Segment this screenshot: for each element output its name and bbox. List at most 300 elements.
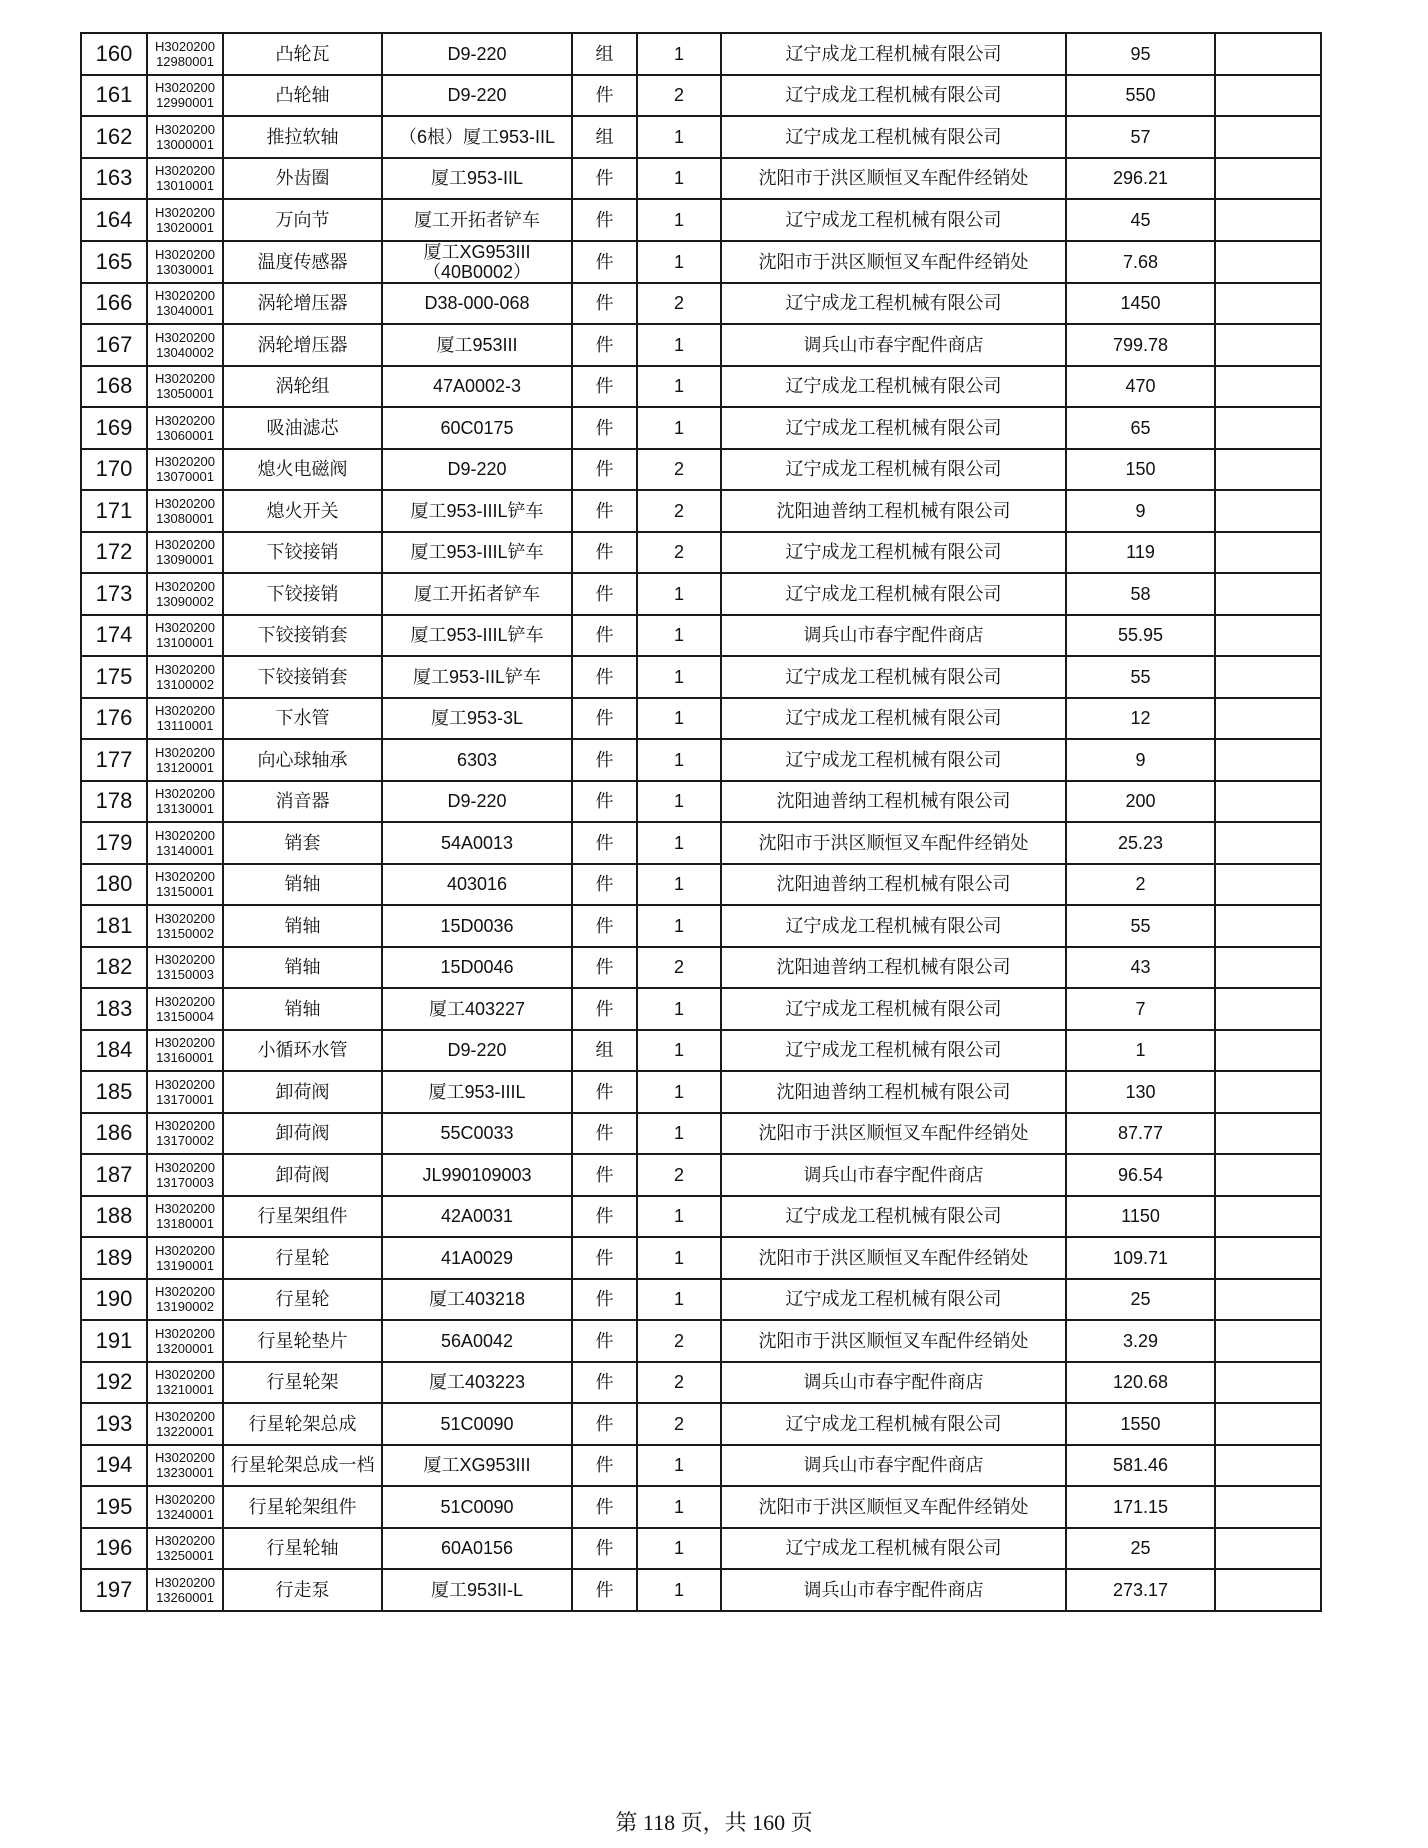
page-footer: 第 118 页，共 160 页 [615, 1810, 813, 1835]
supplier-cell: 辽宁成龙工程机械有限公司 [721, 573, 1066, 615]
part-spec-cell: 厦工953-IIIL铲车 [382, 490, 572, 532]
supplier-cell: 调兵山市春宇配件商店 [721, 1362, 1066, 1404]
unit-cell: 组 [572, 33, 637, 75]
note-cell [1215, 449, 1321, 491]
unit-cell: 件 [572, 947, 637, 989]
unit-cell: 件 [572, 1154, 637, 1196]
price-cell: 550 [1066, 75, 1215, 117]
part-spec-cell: 厦工953-3L [382, 698, 572, 740]
material-code-cell: H3020200 13230001 [147, 1445, 223, 1487]
row-number-cell: 163 [81, 158, 147, 200]
quantity-cell: 1 [637, 822, 721, 864]
quantity-cell: 1 [637, 615, 721, 657]
table-row [81, 33, 1321, 75]
price-cell: 65 [1066, 407, 1215, 449]
note-cell [1215, 1320, 1321, 1362]
part-name-cell: 涡轮组 [223, 366, 382, 408]
note-cell [1215, 407, 1321, 449]
supplier-cell: 沈阳迪普纳工程机械有限公司 [721, 864, 1066, 906]
material-code-cell: H3020200 13220001 [147, 1403, 223, 1445]
supplier-cell: 辽宁成龙工程机械有限公司 [721, 33, 1066, 75]
table-row [81, 905, 1321, 947]
table-row [81, 532, 1321, 574]
note-cell [1215, 158, 1321, 200]
part-spec-cell: 60C0175 [382, 407, 572, 449]
supplier-cell: 辽宁成龙工程机械有限公司 [721, 199, 1066, 241]
part-name-cell: 卸荷阀 [223, 1071, 382, 1113]
part-spec-cell: 厦工开拓者铲车 [382, 573, 572, 615]
price-cell: 799.78 [1066, 324, 1215, 366]
unit-cell: 件 [572, 1403, 637, 1445]
part-name-cell: 行星轮 [223, 1237, 382, 1279]
supplier-cell: 沈阳市于洪区顺恒叉车配件经销处 [721, 822, 1066, 864]
material-code-cell: H3020200 12980001 [147, 33, 223, 75]
row-number-cell: 186 [81, 1113, 147, 1155]
row-number-cell: 176 [81, 698, 147, 740]
part-name-cell: 行星架组件 [223, 1196, 382, 1238]
note-cell [1215, 1237, 1321, 1279]
part-spec-cell: 厦工XG953III （40B0002） [382, 241, 572, 283]
price-cell: 3.29 [1066, 1320, 1215, 1362]
unit-cell: 件 [572, 1528, 637, 1570]
table-row [81, 490, 1321, 532]
quantity-cell: 2 [637, 1154, 721, 1196]
table-row [81, 1154, 1321, 1196]
unit-cell: 组 [572, 1030, 637, 1072]
part-name-cell: 行星轮垫片 [223, 1320, 382, 1362]
quantity-cell: 1 [637, 199, 721, 241]
unit-cell: 件 [572, 449, 637, 491]
part-name-cell: 行星轮轴 [223, 1528, 382, 1570]
unit-cell: 件 [572, 864, 637, 906]
unit-cell: 件 [572, 656, 637, 698]
quantity-cell: 2 [637, 490, 721, 532]
quantity-cell: 1 [637, 781, 721, 823]
unit-cell: 件 [572, 1279, 637, 1321]
table-row [81, 158, 1321, 200]
note-cell [1215, 1071, 1321, 1113]
part-spec-cell: 厦工403218 [382, 1279, 572, 1321]
note-cell [1215, 1279, 1321, 1321]
table-row [81, 324, 1321, 366]
part-name-cell: 销套 [223, 822, 382, 864]
row-number-cell: 168 [81, 366, 147, 408]
note-cell [1215, 905, 1321, 947]
price-cell: 109.71 [1066, 1237, 1215, 1279]
table-row [81, 366, 1321, 408]
supplier-cell: 辽宁成龙工程机械有限公司 [721, 366, 1066, 408]
unit-cell: 件 [572, 1486, 637, 1528]
note-cell [1215, 1196, 1321, 1238]
price-cell: 130 [1066, 1071, 1215, 1113]
unit-cell: 件 [572, 1445, 637, 1487]
price-cell: 171.15 [1066, 1486, 1215, 1528]
material-code-cell: H3020200 13100001 [147, 615, 223, 657]
material-code-cell: H3020200 13180001 [147, 1196, 223, 1238]
row-number-cell: 181 [81, 905, 147, 947]
part-name-cell: 凸轮瓦 [223, 33, 382, 75]
table-row [81, 1403, 1321, 1445]
row-number-cell: 179 [81, 822, 147, 864]
part-spec-cell: 41A0029 [382, 1237, 572, 1279]
material-code-cell: H3020200 13150001 [147, 864, 223, 906]
row-number-cell: 167 [81, 324, 147, 366]
part-name-cell: 熄火电磁阀 [223, 449, 382, 491]
price-cell: 1450 [1066, 283, 1215, 325]
supplier-cell: 辽宁成龙工程机械有限公司 [721, 988, 1066, 1030]
row-number-cell: 191 [81, 1320, 147, 1362]
supplier-cell: 辽宁成龙工程机械有限公司 [721, 75, 1066, 117]
supplier-cell: 沈阳迪普纳工程机械有限公司 [721, 490, 1066, 532]
table-row [81, 1237, 1321, 1279]
note-cell [1215, 739, 1321, 781]
price-cell: 9 [1066, 739, 1215, 781]
table-row [81, 1113, 1321, 1155]
part-name-cell: 外齿圈 [223, 158, 382, 200]
material-code-cell: H3020200 13150003 [147, 947, 223, 989]
note-cell [1215, 698, 1321, 740]
supplier-cell: 沈阳迪普纳工程机械有限公司 [721, 781, 1066, 823]
supplier-cell: 沈阳市于洪区顺恒叉车配件经销处 [721, 241, 1066, 283]
row-number-cell: 177 [81, 739, 147, 781]
note-cell [1215, 822, 1321, 864]
supplier-cell: 辽宁成龙工程机械有限公司 [721, 1403, 1066, 1445]
table-row [81, 656, 1321, 698]
quantity-cell: 1 [637, 739, 721, 781]
part-spec-cell: D9-220 [382, 33, 572, 75]
table-row [81, 1071, 1321, 1113]
material-code-cell: H3020200 13150002 [147, 905, 223, 947]
quantity-cell: 1 [637, 1486, 721, 1528]
unit-cell: 件 [572, 698, 637, 740]
row-number-cell: 196 [81, 1528, 147, 1570]
price-cell: 1550 [1066, 1403, 1215, 1445]
part-spec-cell: 42A0031 [382, 1196, 572, 1238]
row-number-cell: 165 [81, 241, 147, 283]
price-cell: 58 [1066, 573, 1215, 615]
table-row [81, 116, 1321, 158]
note-cell [1215, 1362, 1321, 1404]
quantity-cell: 1 [637, 407, 721, 449]
quantity-cell: 2 [637, 947, 721, 989]
part-name-cell: 卸荷阀 [223, 1113, 382, 1155]
quantity-cell: 1 [637, 1528, 721, 1570]
unit-cell: 件 [572, 1237, 637, 1279]
part-name-cell: 下铰接销套 [223, 656, 382, 698]
price-cell: 95 [1066, 33, 1215, 75]
unit-cell: 件 [572, 988, 637, 1030]
material-code-cell: H3020200 13010001 [147, 158, 223, 200]
price-cell: 45 [1066, 199, 1215, 241]
material-code-cell: H3020200 13190001 [147, 1237, 223, 1279]
note-cell [1215, 864, 1321, 906]
table-row [81, 449, 1321, 491]
material-code-cell: H3020200 13080001 [147, 490, 223, 532]
part-name-cell: 销轴 [223, 905, 382, 947]
unit-cell: 件 [572, 573, 637, 615]
part-name-cell: 向心球轴承 [223, 739, 382, 781]
quantity-cell: 1 [637, 656, 721, 698]
quantity-cell: 1 [637, 905, 721, 947]
supplier-cell: 沈阳迪普纳工程机械有限公司 [721, 1071, 1066, 1113]
unit-cell: 件 [572, 324, 637, 366]
row-number-cell: 174 [81, 615, 147, 657]
row-number-cell: 173 [81, 573, 147, 615]
supplier-cell: 辽宁成龙工程机械有限公司 [721, 449, 1066, 491]
supplier-cell: 沈阳市于洪区顺恒叉车配件经销处 [721, 1237, 1066, 1279]
price-cell: 12 [1066, 698, 1215, 740]
quantity-cell: 2 [637, 283, 721, 325]
part-name-cell: 销轴 [223, 947, 382, 989]
note-cell [1215, 283, 1321, 325]
material-code-cell: H3020200 13170001 [147, 1071, 223, 1113]
price-cell: 55 [1066, 656, 1215, 698]
supplier-cell: 调兵山市春宇配件商店 [721, 1445, 1066, 1487]
quantity-cell: 2 [637, 532, 721, 574]
table-row [81, 283, 1321, 325]
price-cell: 7 [1066, 988, 1215, 1030]
unit-cell: 件 [572, 1320, 637, 1362]
unit-cell: 件 [572, 241, 637, 283]
quantity-cell: 2 [637, 75, 721, 117]
table-row [81, 241, 1321, 283]
note-cell [1215, 615, 1321, 657]
supplier-cell: 沈阳市于洪区顺恒叉车配件经销处 [721, 158, 1066, 200]
unit-cell: 件 [572, 739, 637, 781]
supplier-cell: 沈阳市于洪区顺恒叉车配件经销处 [721, 1486, 1066, 1528]
price-cell: 55 [1066, 905, 1215, 947]
quantity-cell: 2 [637, 449, 721, 491]
supplier-cell: 辽宁成龙工程机械有限公司 [721, 905, 1066, 947]
table-row [81, 1362, 1321, 1404]
unit-cell: 件 [572, 199, 637, 241]
table-row [81, 864, 1321, 906]
supplier-cell: 辽宁成龙工程机械有限公司 [721, 116, 1066, 158]
price-cell: 273.17 [1066, 1569, 1215, 1611]
row-number-cell: 166 [81, 283, 147, 325]
material-code-cell: H3020200 13090001 [147, 532, 223, 574]
table-row [81, 407, 1321, 449]
row-number-cell: 170 [81, 449, 147, 491]
note-cell [1215, 573, 1321, 615]
unit-cell: 件 [572, 490, 637, 532]
supplier-cell: 辽宁成龙工程机械有限公司 [721, 407, 1066, 449]
price-cell: 2 [1066, 864, 1215, 906]
material-code-cell: H3020200 13140001 [147, 822, 223, 864]
table-row [81, 615, 1321, 657]
note-cell [1215, 1113, 1321, 1155]
note-cell [1215, 490, 1321, 532]
row-number-cell: 195 [81, 1486, 147, 1528]
note-cell [1215, 1569, 1321, 1611]
part-spec-cell: 厦工953-IIL [382, 158, 572, 200]
part-spec-cell: 厦工403223 [382, 1362, 572, 1404]
part-name-cell: 行星轮架组件 [223, 1486, 382, 1528]
part-spec-cell: 55C0033 [382, 1113, 572, 1155]
price-cell: 200 [1066, 781, 1215, 823]
note-cell [1215, 1528, 1321, 1570]
unit-cell: 件 [572, 532, 637, 574]
part-spec-cell: 51C0090 [382, 1486, 572, 1528]
note-cell [1215, 1486, 1321, 1528]
supplier-cell: 调兵山市春宇配件商店 [721, 615, 1066, 657]
part-name-cell: 涡轮增压器 [223, 283, 382, 325]
unit-cell: 件 [572, 75, 637, 117]
table-row [81, 199, 1321, 241]
row-number-cell: 189 [81, 1237, 147, 1279]
material-code-cell: H3020200 13060001 [147, 407, 223, 449]
row-number-cell: 172 [81, 532, 147, 574]
part-spec-cell: 厦工953-IIIL [382, 1071, 572, 1113]
part-spec-cell: 6303 [382, 739, 572, 781]
part-spec-cell: 15D0036 [382, 905, 572, 947]
material-code-cell: H3020200 13030001 [147, 241, 223, 283]
material-code-cell: H3020200 13000001 [147, 116, 223, 158]
row-number-cell: 182 [81, 947, 147, 989]
row-number-cell: 180 [81, 864, 147, 906]
table-row [81, 573, 1321, 615]
note-cell [1215, 199, 1321, 241]
note-cell [1215, 1154, 1321, 1196]
part-name-cell: 消音器 [223, 781, 382, 823]
part-name-cell: 行星轮 [223, 1279, 382, 1321]
table-row [81, 947, 1321, 989]
table-row [81, 1445, 1321, 1487]
quantity-cell: 1 [637, 1196, 721, 1238]
price-cell: 7.68 [1066, 241, 1215, 283]
note-cell [1215, 324, 1321, 366]
price-cell: 57 [1066, 116, 1215, 158]
price-cell: 470 [1066, 366, 1215, 408]
price-cell: 25 [1066, 1279, 1215, 1321]
part-spec-cell: （6根）厦工953-IIL [382, 116, 572, 158]
material-code-cell: H3020200 13070001 [147, 449, 223, 491]
quantity-cell: 1 [637, 116, 721, 158]
price-cell: 87.77 [1066, 1113, 1215, 1155]
table-row [81, 1196, 1321, 1238]
row-number-cell: 184 [81, 1030, 147, 1072]
material-code-cell: H3020200 13210001 [147, 1362, 223, 1404]
note-cell [1215, 1030, 1321, 1072]
material-code-cell: H3020200 13040002 [147, 324, 223, 366]
quantity-cell: 1 [637, 1237, 721, 1279]
price-cell: 43 [1066, 947, 1215, 989]
part-name-cell: 涡轮增压器 [223, 324, 382, 366]
material-code-cell: H3020200 13190002 [147, 1279, 223, 1321]
row-number-cell: 185 [81, 1071, 147, 1113]
part-name-cell: 推拉软轴 [223, 116, 382, 158]
part-spec-cell: 15D0046 [382, 947, 572, 989]
unit-cell: 件 [572, 1569, 637, 1611]
material-code-cell: H3020200 13150004 [147, 988, 223, 1030]
material-code-cell: H3020200 13240001 [147, 1486, 223, 1528]
price-cell: 120.68 [1066, 1362, 1215, 1404]
unit-cell: 组 [572, 116, 637, 158]
part-spec-cell: D9-220 [382, 1030, 572, 1072]
part-name-cell: 熄火开关 [223, 490, 382, 532]
unit-cell: 件 [572, 407, 637, 449]
quantity-cell: 1 [637, 1071, 721, 1113]
table-row [81, 988, 1321, 1030]
table-row [81, 1486, 1321, 1528]
part-spec-cell: 60A0156 [382, 1528, 572, 1570]
material-code-cell: H3020200 13100002 [147, 656, 223, 698]
quantity-cell: 1 [637, 158, 721, 200]
supplier-cell: 辽宁成龙工程机械有限公司 [721, 739, 1066, 781]
part-spec-cell: 47A0002-3 [382, 366, 572, 408]
material-code-cell: H3020200 13260001 [147, 1569, 223, 1611]
price-cell: 96.54 [1066, 1154, 1215, 1196]
part-name-cell: 行星轮架 [223, 1362, 382, 1404]
note-cell [1215, 75, 1321, 117]
table-row [81, 739, 1321, 781]
supplier-cell: 辽宁成龙工程机械有限公司 [721, 1196, 1066, 1238]
material-code-cell: H3020200 13200001 [147, 1320, 223, 1362]
price-cell: 296.21 [1066, 158, 1215, 200]
parts-table [80, 32, 1322, 1612]
part-name-cell: 销轴 [223, 864, 382, 906]
supplier-cell: 调兵山市春宇配件商店 [721, 1154, 1066, 1196]
row-number-cell: 171 [81, 490, 147, 532]
part-spec-cell: 厦工开拓者铲车 [382, 199, 572, 241]
quantity-cell: 2 [637, 1320, 721, 1362]
note-cell [1215, 116, 1321, 158]
row-number-cell: 178 [81, 781, 147, 823]
material-code-cell: H3020200 13160001 [147, 1030, 223, 1072]
note-cell [1215, 781, 1321, 823]
price-cell: 25 [1066, 1528, 1215, 1570]
part-spec-cell: D9-220 [382, 781, 572, 823]
row-number-cell: 197 [81, 1569, 147, 1611]
row-number-cell: 188 [81, 1196, 147, 1238]
row-number-cell: 164 [81, 199, 147, 241]
table-row [81, 75, 1321, 117]
quantity-cell: 1 [637, 241, 721, 283]
part-name-cell: 下铰接销 [223, 532, 382, 574]
note-cell [1215, 1403, 1321, 1445]
table-row [81, 1279, 1321, 1321]
supplier-cell: 辽宁成龙工程机械有限公司 [721, 1030, 1066, 1072]
unit-cell: 件 [572, 1071, 637, 1113]
table-row [81, 698, 1321, 740]
part-name-cell: 下铰接销套 [223, 615, 382, 657]
part-spec-cell: D9-220 [382, 75, 572, 117]
quantity-cell: 1 [637, 698, 721, 740]
supplier-cell: 辽宁成龙工程机械有限公司 [721, 656, 1066, 698]
row-number-cell: 192 [81, 1362, 147, 1404]
quantity-cell: 1 [637, 366, 721, 408]
part-name-cell: 行星轮架总成 [223, 1403, 382, 1445]
part-spec-cell: 厦工403227 [382, 988, 572, 1030]
row-number-cell: 190 [81, 1279, 147, 1321]
table-row [81, 822, 1321, 864]
part-spec-cell: 厦工953-IIIL铲车 [382, 615, 572, 657]
price-cell: 119 [1066, 532, 1215, 574]
supplier-cell: 沈阳市于洪区顺恒叉车配件经销处 [721, 1113, 1066, 1155]
supplier-cell: 调兵山市春宇配件商店 [721, 1569, 1066, 1611]
material-code-cell: H3020200 13250001 [147, 1528, 223, 1570]
part-name-cell: 吸油滤芯 [223, 407, 382, 449]
part-name-cell: 下铰接销 [223, 573, 382, 615]
part-spec-cell: 厦工953III [382, 324, 572, 366]
supplier-cell: 辽宁成龙工程机械有限公司 [721, 1279, 1066, 1321]
material-code-cell: H3020200 13110001 [147, 698, 223, 740]
quantity-cell: 1 [637, 1030, 721, 1072]
price-cell: 9 [1066, 490, 1215, 532]
part-spec-cell: 403016 [382, 864, 572, 906]
quantity-cell: 2 [637, 1403, 721, 1445]
material-code-cell: H3020200 13050001 [147, 366, 223, 408]
